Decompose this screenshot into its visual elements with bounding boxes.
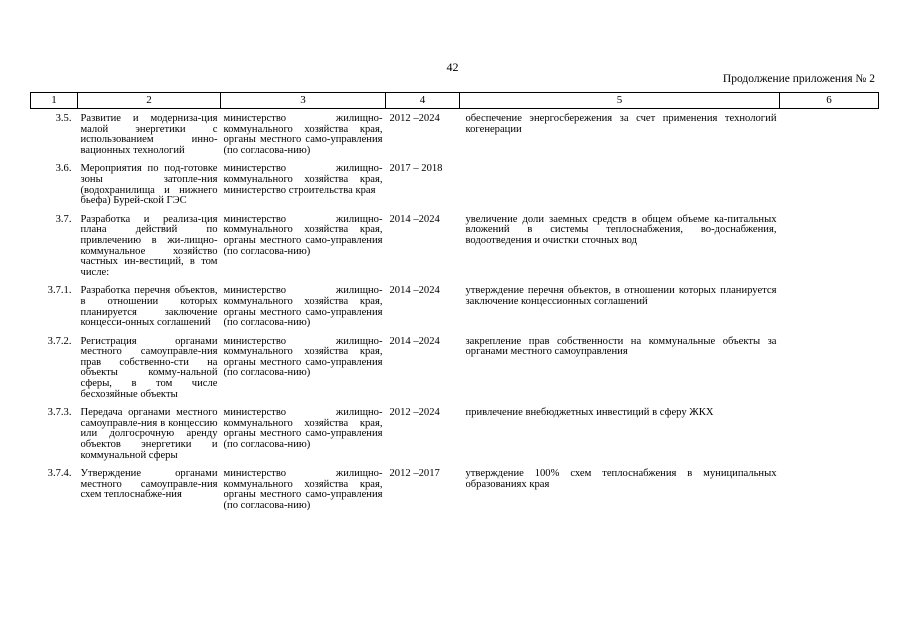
column-header-4: 4 (386, 93, 460, 109)
note-cell (780, 215, 879, 287)
row-number: 3.6. (55, 163, 72, 175)
column-header-2: 2 (78, 93, 221, 109)
expected-result: закрепление прав собственности на коммунальные объекты за органами местного самоуправления (465, 335, 777, 358)
note-cell (780, 286, 879, 336)
measures-table (30, 92, 879, 520)
expected-result: утверждение 100% схем теплоснабжения в муниципальных образованиях края (465, 468, 777, 490)
period: 2012 –2024 (389, 407, 440, 419)
column-header-1: 1 (31, 93, 78, 109)
column-header-6: 6 (780, 93, 879, 109)
measure-name-cell (78, 215, 221, 287)
period-cell (386, 215, 460, 287)
note-cell (780, 164, 879, 214)
row-number-cell (31, 164, 78, 214)
measure-name: Регистрация органами местного самоуправле-ния прав собственно-сти на объекты комму-нальной сферы, в том числе бесхозяйные объекты (80, 335, 218, 400)
executor-cell (221, 109, 386, 165)
row-number-cell (31, 337, 78, 409)
table-row (31, 109, 879, 165)
row-number-cell (31, 286, 78, 336)
executor-cell (221, 215, 386, 287)
measure-name: Развитие и модерниза-ция малой энергетики с использованием инно-вационных технологий (80, 113, 218, 156)
executor-cell (221, 469, 386, 519)
period-cell (386, 164, 460, 214)
expected-result: увеличение доли заемных средств в общем объеме ка-питальных вложений в системы теплоснабжения, во-доснабжения, водоотведения и очистки сточных вод (465, 213, 777, 246)
executor: министерство жилищно-коммунального хозяйства края, органы местного само-управления (по согласова-нию) (223, 213, 383, 257)
executor-cell (221, 164, 386, 214)
executor-cell (221, 286, 386, 336)
expected-result-cell (460, 109, 780, 165)
row-number-cell (31, 215, 78, 287)
executor: министерство жилищно-коммунального хозяйства края, министерство строительства края (223, 163, 383, 196)
row-number: 3.7.1. (47, 285, 72, 297)
measure-name: Мероприятия по под-готовке зоны затопле-ния (водохранилища и нижнего бьефа) Бурей-ской ГЭС (80, 163, 218, 207)
expected-result: утверждение перечня объектов, в отношении которых планируется заключение концессионных соглашений (465, 285, 777, 307)
continuation-label: Продолжение приложения № 2 (722, 73, 875, 85)
page-number: 42 (446, 60, 459, 74)
note-cell (780, 469, 879, 519)
column-header-3: 3 (221, 93, 386, 109)
period: 2014 –2024 (389, 213, 440, 225)
measure-name: Разработка и реализа-ция плана действий по привлечению в жи-лищно-коммунальное хозяйство частных ин-вестиций, в том числе: (80, 213, 218, 278)
table-row (31, 286, 879, 336)
measure-name-cell (78, 164, 221, 214)
expected-result-cell (460, 337, 780, 409)
executor: министерство жилищно-коммунального хозяйства края, органы местного само-управления (по согласова-нию) (223, 113, 383, 156)
expected-result: привлечение внебюджетных инвестиций в сферу ЖКХ (465, 407, 714, 419)
expected-result-cell (460, 469, 780, 519)
row-number-cell (31, 408, 78, 469)
expected-result-cell (460, 164, 780, 214)
row-number: 3.7. (55, 213, 72, 225)
row-number: 3.7.3. (47, 407, 72, 419)
measure-name-cell (78, 469, 221, 519)
measure-name-cell (78, 337, 221, 409)
period-cell (386, 286, 460, 336)
period: 2014 –2024 (389, 285, 440, 297)
expected-result: обеспечение энергосбережения за счет применения технологий когенерации (465, 113, 777, 135)
executor: министерство жилищно-коммунального хозяйства края, органы местного само-управления (по согласова-нию) (223, 285, 383, 329)
row-number-cell (31, 469, 78, 519)
period-cell (386, 469, 460, 519)
table-body (31, 109, 879, 520)
table-row (31, 215, 879, 287)
period: 2012 –2017 (389, 468, 440, 480)
period-cell (386, 109, 460, 165)
row-number-cell (31, 109, 78, 165)
period: 2014 –2024 (389, 335, 440, 347)
table-row (31, 469, 879, 519)
period: 2017 – 2018 (389, 163, 443, 175)
expected-result-cell (460, 408, 780, 469)
row-number: 3.7.2. (47, 335, 72, 347)
period: 2012 –2024 (389, 113, 440, 124)
row-number: 3.7.4. (47, 468, 72, 480)
period-cell (386, 408, 460, 469)
table-row (31, 164, 879, 214)
executor: министерство жилищно-коммунального хозяйства края, органы местного само-управления (по согласова-нию) (223, 468, 383, 511)
executor-cell (221, 337, 386, 409)
expected-result-cell (460, 286, 780, 336)
table-header-row (31, 93, 879, 109)
executor: министерство жилищно-коммунального хозяйства края, органы местного само-управления (по согласова-нию) (223, 335, 383, 379)
measure-name-cell (78, 109, 221, 165)
executor: министерство жилищно-коммунального хозяйства края, органы местного само-управления (по согласова-нию) (223, 407, 383, 451)
measure-name: Разработка перечня объектов, в отношении которых планируется заключение концесси-онных соглашений (80, 285, 218, 329)
table-row (31, 408, 879, 469)
table-row (31, 337, 879, 409)
period-cell (386, 337, 460, 409)
measure-name: Передача органами местного самоуправле-ния в концессию или долгосрочную аренду объектов энергетики и коммунальной сферы (80, 407, 218, 461)
note-cell (780, 408, 879, 469)
measure-name-cell (78, 408, 221, 469)
row-number: 3.5. (55, 113, 72, 124)
note-cell (780, 109, 879, 165)
executor-cell (221, 408, 386, 469)
expected-result-cell (460, 215, 780, 287)
measure-name-cell (78, 286, 221, 336)
note-cell (780, 337, 879, 409)
measure-name: Утверждение органами местного самоуправле-ния схем теплоснабже-ния (80, 468, 218, 501)
column-header-5: 5 (460, 93, 780, 109)
